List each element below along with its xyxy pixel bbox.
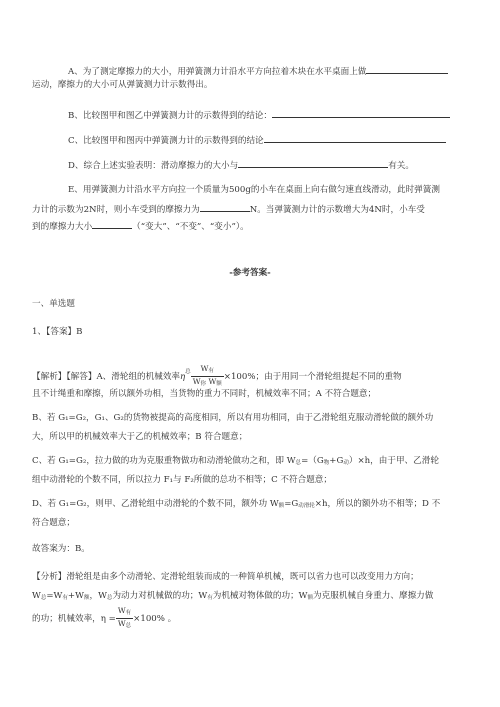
analysis-line4: 大，所以甲的机械效率大于乙的机械效率；B 符合题意； [32, 432, 248, 442]
summary-line3: 的功；机械效率，η = $\frac{\text{W有}}{\text{W总}}$ ×100% 。 [32, 606, 177, 629]
question-a-line2: 运动，摩擦力的大小可从弹簧测力计示数得出。 [32, 80, 213, 90]
summary-line2: W总=W有+W额，W总为动力对机械做的功；W有为机械对物体做的功；W额为克服机械自身重力、摩擦力做 [32, 591, 434, 601]
analysis-line1: 【解析】【解答】A、滑轮组的机械效率$\eta^总$ $\frac{\text{W有}}{\text{W你 W额}}$ ×100%；由于用同一个滑轮组提起不同的重物 [32, 364, 402, 387]
summary-line1: 【分析】滑轮组是由多个动滑轮、定滑轮组装而成的一种简单机械，既可以省力也可以改变用力方向； [32, 572, 419, 582]
answer-blank[interactable] [200, 202, 250, 212]
analysis-line6: 组中动滑轮的个数不同，所以拉力 F₁与 F₂所做的总功不相等；C 不符合题意； [32, 475, 332, 485]
analysis-line7: D、若 G₁=G₂，则甲、乙滑轮组中动滑轮的个数不同，额外功 W额=G动滑轮×h，所以的额外功不相等；D 不 [32, 499, 441, 509]
efficiency-fraction: $\frac{\text{W有}}{\text{W总}}$ [117, 606, 132, 629]
answer-blank[interactable] [92, 219, 132, 229]
answer-blank[interactable] [366, 64, 448, 74]
question-a-line1: A、为了测定摩擦力的大小，用弹簧测力计沿水平方向拉着木块在水平桌面上做 [68, 64, 470, 78]
analysis-line8: 符合题意； [32, 518, 75, 528]
analysis-line3: B、若 G₁=G₂，G₁、G₂的货物被提高的高度相同，所以有用功相同，由于乙滑轮组克服动滑轮做的额外功 [32, 413, 434, 423]
question-e-line1: E、用弹簧测力计沿水平方向拉一个质量为500g的小车在桌面上向右做匀速直线滑动，此时弹簧测 [68, 185, 440, 195]
question-d: D、综合上述实验表明：滑动摩擦力的大小与 有关。 [68, 158, 470, 172]
question-b: B、比较图甲和图乙中弹簧测力计的示数得到的结论： [68, 108, 470, 122]
analysis-line5: C、若 G₁=G₂，拉力做的功为克服重物做功和动滑轮做功之和，即 W总=（G物+G动）×h，由于甲、乙滑轮 [32, 456, 439, 466]
answer-title: -参考答案- [229, 268, 271, 278]
section-heading: 一、单选题 [32, 299, 75, 309]
question-c: C、比较图甲和图丙中弹簧测力计的示数得到的结论 [68, 133, 470, 147]
answer-blank[interactable] [238, 158, 388, 168]
question-e-line2: 力计的示数为2N时，则小车受到的摩擦力为 N。当弹簧测力计的示数增大为4N时，小车受 [32, 202, 470, 216]
efficiency-fraction: $\frac{\text{W有}}{\text{W你 W额}}$ [192, 364, 222, 387]
answer-blank[interactable] [264, 133, 446, 143]
analysis-line2: 且不计绳重和摩擦，所以额外功相，当货物的重力不同时，机械效率不同；A 不符合题意； [32, 389, 377, 399]
answer-q1: 1、【答案】B [32, 327, 83, 337]
analysis-conclusion: 故答案为：B。 [32, 544, 90, 554]
question-e-line3: 到的摩擦力大小 （“变大”、“不变”、“变小”）。 [32, 219, 470, 233]
answer-blank[interactable] [272, 108, 450, 118]
